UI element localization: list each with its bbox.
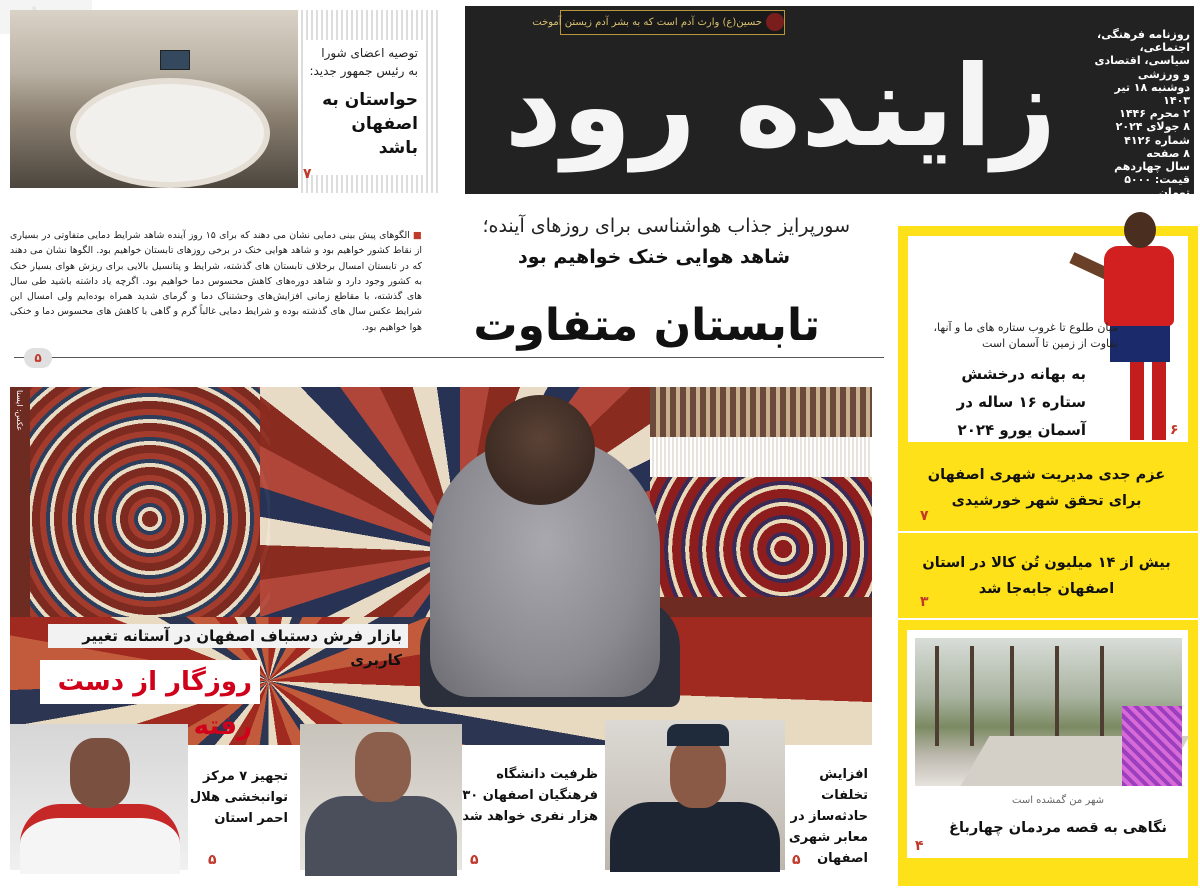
main-headline[interactable]: تابستان متفاوت — [473, 300, 820, 351]
bottom-story-title[interactable]: ظرفیت دانشگاه فرهنگیان اصفهان ۳۰ هزار نفری خواهد شد — [462, 767, 598, 824]
divider — [14, 357, 884, 358]
player-shirt — [1104, 246, 1174, 326]
council-meeting-photo — [10, 10, 300, 188]
bullet-icon: ■ — [412, 230, 422, 241]
carpet-image — [650, 387, 872, 437]
official-photo — [10, 724, 188, 870]
info-line: ۲ محرم ۱۴۴۶ — [1119, 107, 1190, 121]
main-kicker: سورپرایز جذاب هواشناسی برای روزهای آینده؛ — [482, 215, 850, 237]
sidebar-story-title[interactable]: بیش از ۱۴ میلیون تُن کالا در استان اصفهان جابه‌جا شد — [922, 555, 1171, 597]
top-story-subtitle: توصیه اعضای شورا به رئیس جمهور جدید: — [309, 46, 418, 78]
player-story-title[interactable]: به بهانه درخشش ستاره ۱۶ ساله در آسمان یورو ۲۰۲۴ — [956, 365, 1086, 439]
info-line: سال چهاردهم — [1114, 160, 1190, 174]
page-number: ۷ — [920, 508, 929, 524]
carpet-image — [650, 477, 872, 597]
page-number: ۳ — [920, 594, 929, 610]
tree-trunk — [970, 646, 974, 746]
person-figure — [610, 802, 780, 872]
photo-credit: عکس: ایسنا — [15, 390, 24, 432]
main-subheadline: شاهد هوایی خنک خواهیم بود — [517, 246, 790, 268]
masthead-banner: حسین(ع) وارث آدم است که به بشر آدم زیستن آموخت — [560, 10, 785, 35]
carpet-fringe — [650, 437, 872, 477]
sidebar-story-title[interactable]: عزم جدی مدیریت شهری اصفهان برای تحقق شهر خورشیدی — [927, 467, 1166, 509]
player-head — [1124, 212, 1156, 248]
police-official-photo — [605, 720, 785, 870]
divider — [898, 618, 1198, 620]
tree-trunk — [935, 646, 939, 746]
page-number: ۵ — [470, 852, 479, 868]
bottom-story-title[interactable]: افزایش تخلفات حادثه‌ساز در معابر شهری اصفهان — [788, 767, 868, 866]
info-line: روزنامه فرهنگی، اجتماعی، — [1097, 28, 1190, 55]
tree-trunk — [1100, 646, 1104, 746]
chaharbagh-photo — [915, 638, 1182, 786]
park-story-title[interactable]: نگاهی به قصه مردمان چهارباغ — [949, 820, 1167, 836]
page-number: ۷ — [303, 166, 312, 182]
page-number: ۵ — [208, 852, 217, 868]
person-face — [355, 732, 411, 802]
main-lead: ■الگوهای پیش بینی دمایی نشان می دهند که برای ۱۵ روز آینده شاهد شرایط دمایی متفاوتی در بسیاری از نقاط کشور خواهیم بود و شاهد هوایی خنک در برخی روزهای تابستان خواهیم بود. الگوها نشان می دهند که در تابستان امسال برخلاف تابستان های گذشته، شرایط و پتانسیل بالایی برای ریزش هوای بسیار خنک به کشور وجود دارد و شاهد دوره‌های کاهش محسوس دما خواهیم بود. اگرچه یاد داشته باشید طی سال های گذشته، با مقاطع زمانی افزایش‌های وحشتناک دما و گرمای شدید همراه بوده‌ایم ولی امسال این شرایط عکس سال های گذشته بوده و شرایط دمایی غالباً گرم و گاهی با کاهش های محسوس دما و خنکی هوا خواهیم بود. — [10, 230, 422, 333]
carpet-headline[interactable]: روزگار از دست رفته — [40, 660, 260, 704]
player-shorts — [1110, 322, 1170, 362]
man-head — [485, 395, 595, 505]
info-line: دوشنبه ۱۸ تیر ۱۴۰۳ — [1114, 80, 1190, 108]
police-cap — [667, 724, 729, 746]
page-number: ۶ — [1170, 422, 1179, 438]
person-figure — [305, 796, 457, 876]
info-line: قیمت: ۵۰۰۰ تومان — [1124, 173, 1190, 200]
seal-icon — [766, 13, 784, 31]
info-line: ۸ جولای ۲۰۲۴ — [1115, 120, 1190, 134]
info-line: ۸ صفحه — [1146, 146, 1190, 160]
bottom-story-title[interactable]: تجهیز ۷ مرکز توانبخشی هلال احمر استان — [189, 769, 288, 826]
person-figure — [20, 804, 180, 874]
player-leg — [1130, 360, 1144, 440]
meeting-table — [70, 78, 270, 188]
flower-bed — [1122, 706, 1182, 786]
tree-trunk — [1055, 646, 1059, 746]
info-line: سیاسی، اقتصادی و ورزشی — [1094, 54, 1190, 81]
page-number: ۵ — [24, 348, 52, 368]
info-line: شماره ۴۱۲۶ — [1124, 133, 1190, 147]
screen-image — [160, 50, 190, 70]
player-leg — [1152, 360, 1166, 440]
page-number: ۵ — [792, 852, 801, 868]
person-face — [70, 738, 130, 808]
page-number: ۴ — [915, 838, 924, 854]
park-story-subtitle: شهر من گمشده است — [1012, 795, 1104, 806]
carpet-caption: بازار فرش دستباف اصفهان در آستانه تغییر کاربری — [48, 624, 408, 648]
tree-trunk — [1010, 646, 1014, 746]
official-photo — [300, 724, 462, 870]
masthead-info — [1092, 28, 1190, 200]
top-story-title[interactable]: حواستان به اصفهان باشد — [322, 90, 418, 158]
divider — [898, 531, 1198, 533]
person-face — [670, 738, 726, 808]
player-story-subtitle: میان طلوع تا غروب ستاره های ما و آنها، تفاوت از زمین تا آسمان است — [933, 321, 1118, 350]
newspaper-logo: زاینده رود — [504, 42, 1057, 172]
